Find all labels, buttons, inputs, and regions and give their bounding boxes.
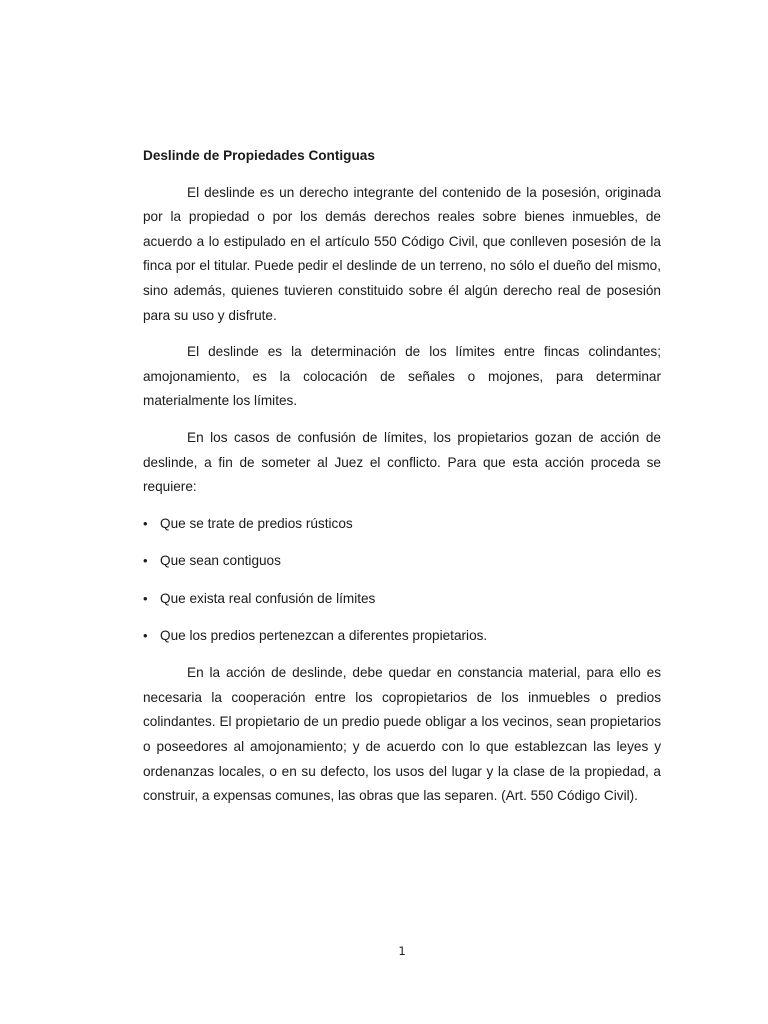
document-title: Deslinde de Propiedades Contiguas	[143, 148, 375, 163]
list-item-text: Que los predios pertenezcan a diferentes propietarios.	[160, 627, 488, 643]
requirements-list	[143, 512, 661, 649]
bullet-icon: •	[143, 627, 148, 643]
bullet-icon: •	[143, 553, 148, 569]
bullet-icon: •	[143, 515, 148, 531]
list-item-text: Que sean contiguos	[160, 553, 281, 569]
paragraph-2: El deslinde es la determinación de los límites entre fincas colindantes; amojonamiento, es la colocación de señales o mojones, para determinar materialmente los límites.	[143, 344, 661, 409]
list-item	[143, 549, 661, 574]
list-item-text: Que se trate de predios rústicos	[160, 515, 353, 531]
list-item	[143, 587, 661, 612]
list-item	[143, 624, 661, 649]
paragraph-3: En los casos de confusión de límites, los propietarios gozan de acción de deslinde, a fin de someter al Juez el conflicto. Para que esta acción proceda se requiere:	[143, 429, 661, 495]
list-item-text: Que exista real confusión de límites	[160, 590, 376, 606]
page-number: 1	[398, 944, 406, 958]
bullet-icon: •	[143, 590, 148, 606]
paragraph-4: En la acción de deslinde, debe quedar en constancia material, para ello es necesaria la cooperación entre los copropietarios de los inmuebles o predios colindantes. El propietario de un predio puede obligar a los vecinos, sean propietarios o poseedores al amojonamiento; y de acuerdo con lo que establezcan las leyes y ordenanzas locales, o en su defecto, los usos del lugar y la clase de la propiedad, a construir, a expensas comunes, las obras que las separen. (Art. 550 Código Civil).	[143, 665, 661, 804]
list-item	[143, 512, 661, 537]
document-body	[143, 144, 661, 821]
paragraph-1: El deslinde es un derecho integrante del contenido de la posesión, originada por la propiedad o por los demás derechos reales sobre bienes inmuebles, de acuerdo a lo estipulado en el artículo 550 Código Civil, que conlleven posesión de la finca por el titular. Puede pedir el deslinde de un terreno, no sólo el dueño del mismo, sino además, quienes tuvieren constituido sobre él algún derecho real de posesión para su uso y disfrute.	[143, 184, 661, 323]
